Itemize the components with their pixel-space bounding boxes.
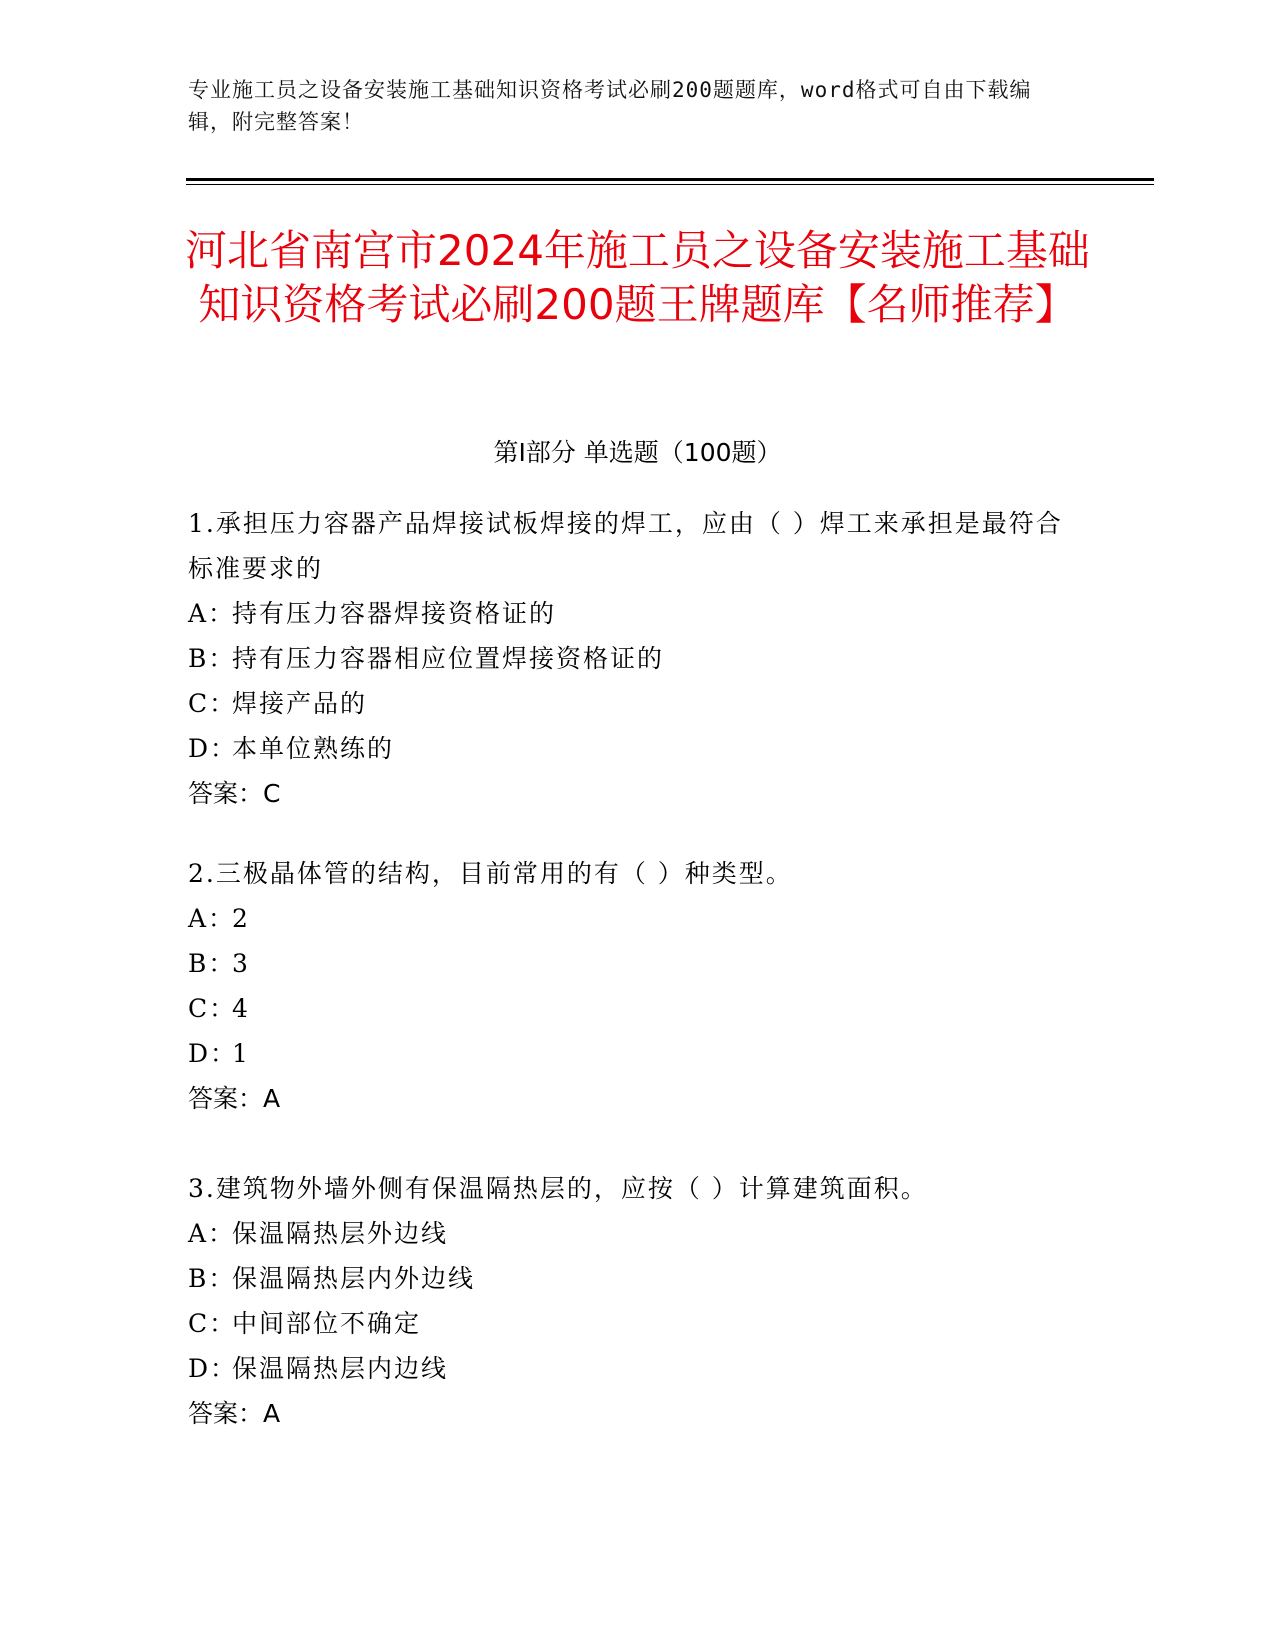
option-text: 中间部位不确定 bbox=[232, 1309, 422, 1338]
option-key: D： bbox=[188, 1039, 238, 1068]
question-2 bbox=[188, 851, 1088, 1121]
option-d bbox=[188, 1031, 1088, 1076]
answer-value: A bbox=[263, 1399, 281, 1428]
option-key: D： bbox=[188, 734, 238, 763]
option-b bbox=[188, 636, 1088, 681]
option-a bbox=[188, 896, 1088, 941]
option-text: 本单位熟练的 bbox=[232, 734, 395, 763]
header-divider-thick bbox=[186, 178, 1154, 181]
option-text: 持有压力容器焊接资格证的 bbox=[232, 599, 557, 628]
question-stem: 3.建筑物外墙外侧有保温隔热层的，应按（ ）计算建筑面积。 bbox=[188, 1174, 928, 1203]
option-c bbox=[188, 986, 1088, 1031]
option-c bbox=[188, 681, 1088, 726]
option-text: 持有压力容器相应位置焊接资格证的 bbox=[232, 644, 665, 673]
option-key: C： bbox=[188, 689, 237, 718]
option-key: A： bbox=[188, 1219, 236, 1248]
option-b bbox=[188, 941, 1088, 986]
option-key: D： bbox=[188, 1354, 238, 1383]
option-key: A： bbox=[188, 599, 236, 628]
option-text: 焊接产品的 bbox=[232, 689, 368, 718]
answer-prefix: 答案： bbox=[188, 779, 264, 808]
option-b bbox=[188, 1256, 1088, 1301]
question-3 bbox=[188, 1166, 1088, 1436]
answer-value: A bbox=[263, 1084, 281, 1113]
answer-value: C bbox=[263, 779, 281, 808]
option-key: B： bbox=[188, 949, 236, 978]
answer-line bbox=[188, 771, 1088, 816]
answer-prefix: 答案： bbox=[188, 1399, 264, 1428]
option-key: C： bbox=[188, 994, 237, 1023]
option-key: A： bbox=[188, 904, 236, 933]
option-d bbox=[188, 726, 1088, 771]
option-key: B： bbox=[188, 644, 236, 673]
header-note: 专业施工员之设备安装施工基础知识资格考试必刷200题题库，word格式可自由下载编辑，附完整答案！ bbox=[188, 78, 1032, 134]
question-stem: 2.三极晶体管的结构，目前常用的有（ ）种类型。 bbox=[188, 859, 793, 888]
option-c bbox=[188, 1301, 1088, 1346]
option-a bbox=[188, 591, 1088, 636]
question-stem: 1.承担压力容器产品焊接试板焊接的焊工，应由（ ）焊工来承担是最符合标准要求的 bbox=[188, 509, 1063, 583]
option-text: 4 bbox=[232, 994, 250, 1023]
option-text: 保温隔热层内边线 bbox=[232, 1354, 449, 1383]
option-d bbox=[188, 1346, 1088, 1391]
document-title: 河北省南宫市2024年施工员之设备安装施工基础知识资格考试必刷200题王牌题库【名师推荐】 bbox=[185, 226, 1090, 329]
header-divider-thin bbox=[186, 184, 1154, 185]
option-a bbox=[188, 1211, 1088, 1256]
option-text: 2 bbox=[232, 904, 250, 933]
question-1 bbox=[188, 501, 1088, 816]
answer-line bbox=[188, 1076, 1088, 1121]
option-text: 3 bbox=[232, 949, 250, 978]
answer-prefix: 答案： bbox=[188, 1084, 264, 1113]
section-heading: 第I部分 单选题（100题） bbox=[493, 438, 782, 467]
answer-line bbox=[188, 1391, 1088, 1436]
option-text: 1 bbox=[232, 1039, 250, 1068]
option-key: C： bbox=[188, 1309, 237, 1338]
option-key: B： bbox=[188, 1264, 236, 1293]
option-text: 保温隔热层内外边线 bbox=[232, 1264, 476, 1293]
option-text: 保温隔热层外边线 bbox=[232, 1219, 449, 1248]
